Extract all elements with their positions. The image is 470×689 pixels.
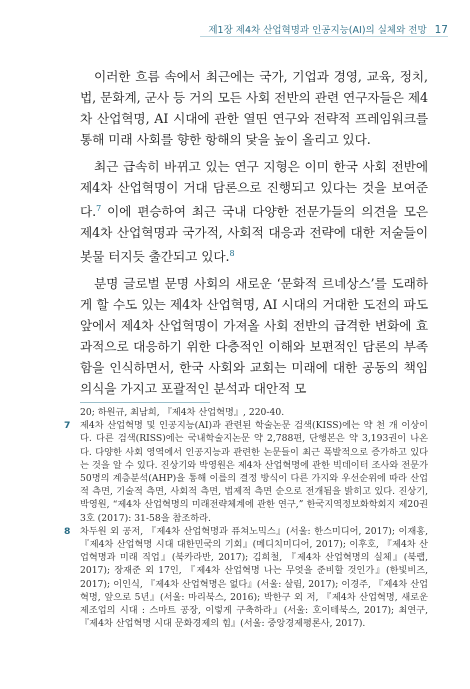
paragraph-1: 이러한 흐름 속에서 최근에는 국가, 기업과 경영, 교육, 정치, 법, 문화계, 군사 등 거의 모든 사회 전반의 관련 연구자들은 제4차 산업혁명, AI 시대에 관한 열띤 연구와 전략적 프레임워크를 통해 미래 사회를 향한 항해의 닻을 높이 올리고 있다. bbox=[80, 69, 428, 147]
paragraph-2: 최근 급속히 바뀌고 있는 연구 지형은 이미 한국 사회 전반에 제4차 산업혁명이 거대 담론으로 진행되고 있다는 것을 보여준다.$^7$ 이에 편승하여 최근 국내 다양한 전문가들의 의견을 모은 제4차 산업혁명과 국가적, 사회적 대응과 전략에 대한 저술들이 봇물 터지듯 출간되고 있다.$^8$ bbox=[80, 159, 428, 265]
footnote-continued: 20; 하원규, 최남희, 『제4차 산업혁명』, 220-40. bbox=[80, 407, 285, 418]
page-number: 17 bbox=[434, 24, 448, 36]
paragraph-3: 분명 글로벌 문명 사회의 새로운 ‘문화적 르네상스’를 도래하게 할 수도 있는 제4차 산업혁명, AI 시대의 거대한 도전의 파도 앞에서 제4차 산업혁명이 가져올 사회 전반의 급격한 변화에 효과적으로 대응하기 위한 다층적인 이해와 보편적인 담론의 부족함을 인식하면서, 한국 사회와 교회는 미래에 대한 공동의 책임 의식을 가지고 포괄적인 분석과 대안적 모 bbox=[80, 276, 428, 397]
footnotes bbox=[64, 406, 428, 630]
footnote-ref-7[interactable]: 7 bbox=[96, 204, 102, 213]
running-header bbox=[208, 22, 448, 36]
footnote-ref-8[interactable]: 8 bbox=[229, 249, 235, 259]
footnote-8: 8 차두원 외 공저, 『제4차 산업혁명과 퓨쳐노믹스』(서울: 한스미디어, 2017); 이재홍, 『제4차 산업혁명 시대 대한민국의 기회』(메디치미디어, 2017); 이후호, 『제4차 산업혁명과 미래 직업』(북카라반, 2017); 김희철, 『제4차 산업혁명의 실체』(북랩, 2017); 장재준 외 17인, 『제4차 산업혁명 나는 무엇을 준비할 것인가』(한빛비즈, 2017); 이인식, 『제4차 산업혁명은 없다』(서울: 살림, 2017); 이경주, 『제4차 산업혁명, 앞으로 5년』(서울: 마리북스, 2016); 박한구 외 저, 『제4차 산업혁명, 새로운 제조업의 시대 : 스마트 공장, 이렇게 구축하라』(서울: 호이테북스, 2017); 최연구, 『제4차 산업혁명 시대 문화경제의 힘』(서울: 중앙경제평론사, 2017). bbox=[64, 525, 428, 630]
footnote-7: 7 제4차 산업혁명 및 인공지능(AI)과 관련된 학술논문 검색(KISS)에는 약 천 개 이상이다. 다른 검색(RISS)에는 국내학술지논문 약 2,788편, 단행본은 약 3,193권이 나온다. 다양한 사회 영역에서 인공지능과 관련한 논문들이 최근 폭발적으로 증가하고 있다는 것을 알 수 있다. 진상기와 박영원은 제4차 산업혁명에 관한 빅데이터 조사와 전문가 50명의 계층분석(AHP)을 통해 이를의 결정 방식이 다른 가지와 우선순위에 따라 산업적 측면, 기술적 측면, 사회적 측면, 법제적 측면 순으로 전개됨을 밝히고 있다. 진상기, 박영원, “제4차 산업혁명의 미래전략체계에 관한 연구,” 한국지역정보화학회지 제20권 3호 (2017): 31-58을 참조하라. bbox=[64, 420, 428, 524]
running-title: 제1장 제4차 산업혁명과 인공지능(AI)의 실체와 전망 bbox=[208, 25, 427, 36]
header-rule bbox=[200, 36, 448, 37]
footnote-divider bbox=[80, 402, 210, 403]
body-text bbox=[80, 66, 428, 399]
